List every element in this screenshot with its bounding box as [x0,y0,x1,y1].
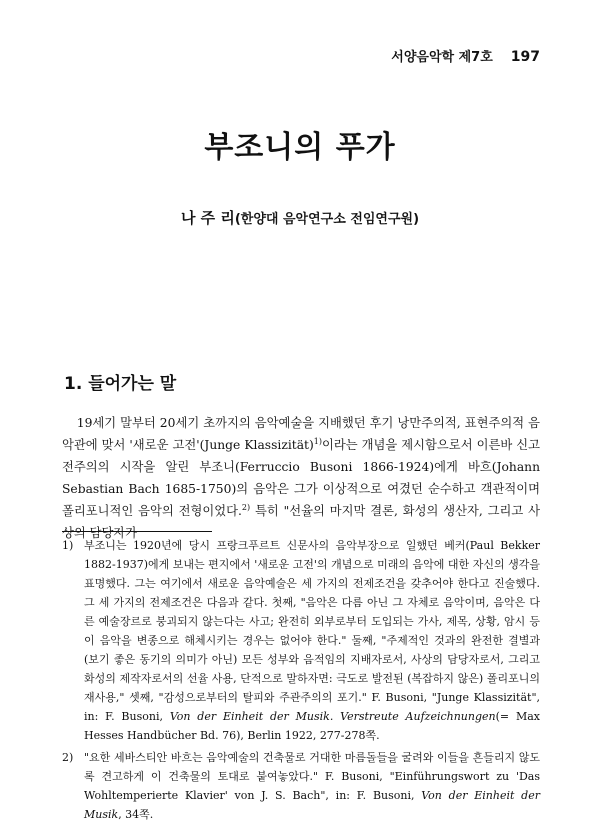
footnote-2-book-title: Von der Einheit der Musik [84,789,540,821]
footnote-1-book-title: Von der Einheit der Musik. Verstreute Aufzeichnungen [169,710,496,723]
footnote-2-text: "요한 세바스티안 바흐는 음악예술의 건축물로 거대한 마름돌들을 굴려와 이들을 흔들리지 않도록 견고하게 이 건축물의 토대로 붙여놓았다." F. Busoni, "Einführungswort zu 'Das Wohltemperierte Klavier' von J. S. Bach", in: F. Busoni, [84,751,540,802]
footnotes [62,536,540,827]
author-name: 나 주 리 [180,209,235,227]
footnote-ref-2[interactable]: 2) [241,502,251,512]
footnote-2-marker: 2) [62,751,74,764]
footnote-1 [62,536,540,745]
author-line [0,207,600,228]
footnote-2 [62,748,540,824]
page-number: 197 [510,49,540,65]
author-affiliation: (한양대 음악연구소 전임연구원) [234,212,420,227]
footnote-1-marker: 1) [62,539,74,552]
footnote-2-citation: , 34쪽. [118,808,154,821]
footnote-1-citation: (= Max Hesses Handbücher Bd. 76), Berlin 1922, 277-278쪽. [84,710,541,742]
body-text-part-2: 이라는 개념을 제시함으로서 이른바 신고전주의의 시작을 알린 부조니(Ferruccio Busoni 1866-1924)에게 바흐(Johann Sebastian Bach 1685-1750)의 음악은 그가 이상적으로 여겼던 순수하고 객관적이며 폴리포니적인 음악의 전형이었다. [62,438,540,518]
body-text-part-3: 특히 "선율의 마지막 결론, 화성의 생산자, 그리고 사상의 담당자가 [62,504,540,540]
body-paragraph [62,412,540,544]
running-header [391,46,540,65]
footnote-1-text: 부조니는 1920년에 당시 프랑크푸르트 신문사의 음악부장으로 일했던 베커(Paul Bekker 1882-1937)에게 보내는 편지에서 '새로운 고전'의 개념으로 미래의 음악에 대한 자신의 생각을 표명했다. 그는 여기에서 새로운 음악예술은 세 가지의 전제조건을 갖추어야 한다고 진술했다. 그 세 가지의 전제조건은 다음과 같다. 첫째, "음악은 다름 아닌 그 자체로 음악이며, 음악은 다른 예술장르로 붕괴되지 않는다는 사고; 완전히 외부로부터 도입되는 가사, 제목, 상황, 암시 등이 음악을 변종으로 해체시키는 경우는 없어야 한다." 둘째, "주제적인 것과의 완전한 결별과 (보기 좋은 동기의 의미가 아닌) 모든 성부와 음적임의 지배자로서, 사상의 담당자로서, 그리고 화성의 제작자로서의 선율 사용, 단적으로 말하자면: 극도로 발전된 (복잡하지 않은) 폴리포니의 재사용," 셋째, "감성으로부터의 탈피와 주관주의의 포기." F. Busoni, "Junge Klassizität", in: F. Busoni, [84,539,540,723]
body-text-part-1: 19세기 말부터 20세기 초까지의 음악예술을 지배했던 후기 낭만주의적, 표현주의적 음악관에 맞서 '새로운 고전'(Junge Klassizität) [62,416,540,452]
section-heading: 1. 들어가는 말 [64,374,177,394]
footnote-divider [62,531,212,532]
article-title: 부조니의 푸가 [204,130,396,165]
journal-name: 서양음악학 제7호 [391,50,493,65]
footnote-ref-1[interactable]: 1) [313,436,322,446]
